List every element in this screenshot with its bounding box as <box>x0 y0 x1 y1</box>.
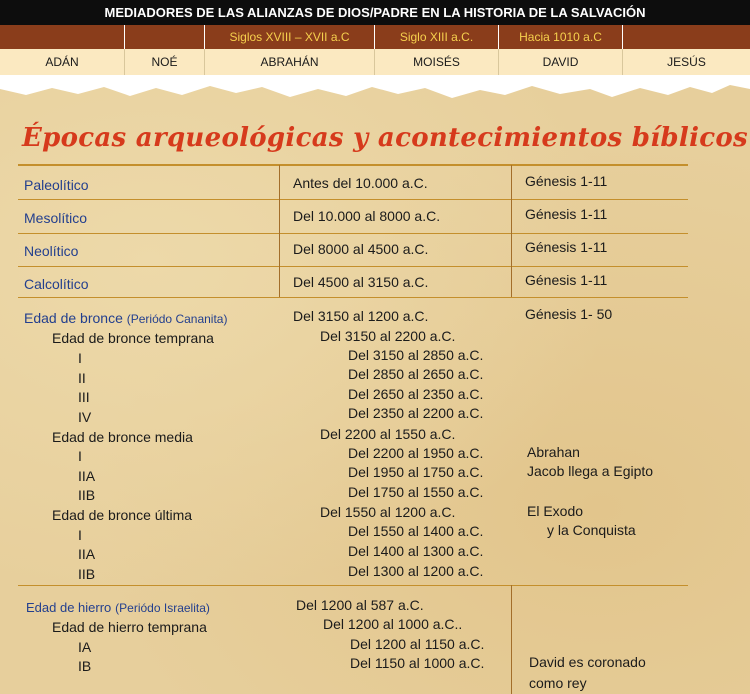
era-date: Antes del 10.000 a.C. <box>293 175 428 191</box>
era-label: Calcolítico <box>24 276 89 292</box>
bible-ref: Génesis 1-11 <box>525 239 608 255</box>
name-cell: JESÚS <box>667 55 706 69</box>
table-rule <box>18 199 688 200</box>
phase-label: IIA <box>78 468 96 484</box>
phase-label: IIB <box>78 487 96 503</box>
sub-period: Edad de hierro temprana <box>52 619 207 635</box>
era-date: Del 8000 al 4500 a.C. <box>293 241 429 257</box>
column-rule <box>279 165 280 297</box>
torn-edge <box>0 75 750 115</box>
bible-event: Jacob llega a Egipto <box>527 463 654 479</box>
era-date: Del 4500 al 3150 a.C. <box>293 274 429 290</box>
mediators-table <box>0 0 750 75</box>
phase-date: Del 1750 al 1550 a.C. <box>348 484 484 500</box>
era-period: (Periódo Cananita) <box>126 312 228 326</box>
era-date: Del 10.000 al 8000 a.C. <box>293 208 441 224</box>
name-cell: ABRAHÁN <box>205 49 375 75</box>
mediators-dates-row <box>0 25 750 49</box>
sub-period-date: Del 1550 al 1200 a.C. <box>320 504 456 520</box>
phase-label: IA <box>78 639 92 655</box>
page-heading: Épocas arqueológicas y acontecimientos bíblicos <box>22 123 748 153</box>
phase-date: Del 1150 al 1000 a.C. <box>350 655 485 671</box>
name-cell: MOISÉS <box>375 49 499 75</box>
phase-date: Del 1200 al 1150 a.C. <box>350 636 485 652</box>
table-rule <box>18 266 688 267</box>
phase-label: IB <box>78 658 92 674</box>
sub-period: Edad de bronce última <box>52 507 193 523</box>
era-label: Neolítico <box>24 243 79 259</box>
bible-event: como rey <box>529 675 587 691</box>
name-cell: ADÁN <box>0 49 125 75</box>
table-rule <box>18 297 688 298</box>
era-label <box>24 310 227 326</box>
era-name: Edad de bronce <box>24 310 123 326</box>
phase-label: IIA <box>78 546 96 562</box>
phase-label: I <box>78 527 82 543</box>
bible-ref: Génesis 1-11 <box>525 272 608 288</box>
phase-date: Del 2850 al 2650 a.C. <box>348 366 484 382</box>
date-cell: Siglos XVIII – XVII a.C <box>205 25 375 49</box>
table-rule <box>18 585 688 586</box>
column-rule <box>511 585 512 694</box>
phase-date: Del 1400 al 1300 a.C. <box>348 543 484 559</box>
phase-date: Del 2350 al 2200 a.C. <box>348 405 484 421</box>
date-cell: Hacia 1010 a.C <box>499 25 623 49</box>
table-rule <box>18 164 688 166</box>
bible-ref: Génesis 1- 50 <box>525 306 613 322</box>
phase-label: I <box>78 350 82 366</box>
bible-ref: Génesis 1-11 <box>525 173 608 189</box>
table-rule <box>18 233 688 234</box>
era-label <box>26 599 210 615</box>
phase-label: II <box>78 370 86 386</box>
date-cell <box>0 25 125 49</box>
phase-label: IV <box>78 409 92 425</box>
phase-label: I <box>78 448 82 464</box>
era-date: Del 3150 al 1200 a.C. <box>293 308 429 324</box>
bible-event: Abrahan <box>527 444 580 460</box>
mediators-title: MEDIADORES DE LAS ALIANZAS DE DIOS/PADRE EN LA HISTORIA DE LA SALVACIÓN <box>0 0 750 25</box>
phase-label: IIB <box>78 566 96 582</box>
era-date: Del 1200 al 587 a.C. <box>296 597 424 613</box>
bible-ref: Génesis 1-11 <box>525 206 608 222</box>
phase-date: Del 1950 al 1750 a.C. <box>348 464 484 480</box>
date-cell <box>623 25 750 49</box>
phase-date: Del 3150 al 2850 a.C. <box>348 347 484 363</box>
mediators-names-row <box>0 49 750 75</box>
era-label: Paleolítico <box>24 177 89 193</box>
column-rule <box>511 165 512 297</box>
name-cell: DAVID <box>499 49 623 75</box>
bible-event: y la Conquista <box>547 522 636 538</box>
sub-period: Edad de bronce temprana <box>52 330 214 346</box>
sub-period: Edad de bronce media <box>52 429 193 445</box>
name-cell: NOÉ <box>125 49 205 75</box>
phase-date: Del 2650 al 2350 a.C. <box>348 386 484 402</box>
phase-label: III <box>78 389 90 405</box>
era-label: Mesolítico <box>24 210 88 226</box>
sub-period-date: Del 1200 al 1000 a.C.. <box>323 616 463 632</box>
phase-date: Del 1300 al 1200 a.C. <box>348 563 484 579</box>
date-cell <box>125 25 205 49</box>
bible-event: David es coronado <box>529 654 646 670</box>
sub-period-date: Del 2200 al 1550 a.C. <box>320 426 456 442</box>
date-cell: Siglo XIII a.C. <box>375 25 499 49</box>
phase-date: Del 2200 al 1950 a.C. <box>348 445 484 461</box>
era-name: Edad de hierro <box>26 600 112 615</box>
era-period: (Periódo Israelita) <box>115 601 210 615</box>
sub-period-date: Del 3150 al 2200 a.C. <box>320 328 456 344</box>
bible-event: El Exodo <box>527 503 584 519</box>
phase-date: Del 1550 al 1400 a.C. <box>348 523 484 539</box>
parchment-section <box>0 75 750 694</box>
